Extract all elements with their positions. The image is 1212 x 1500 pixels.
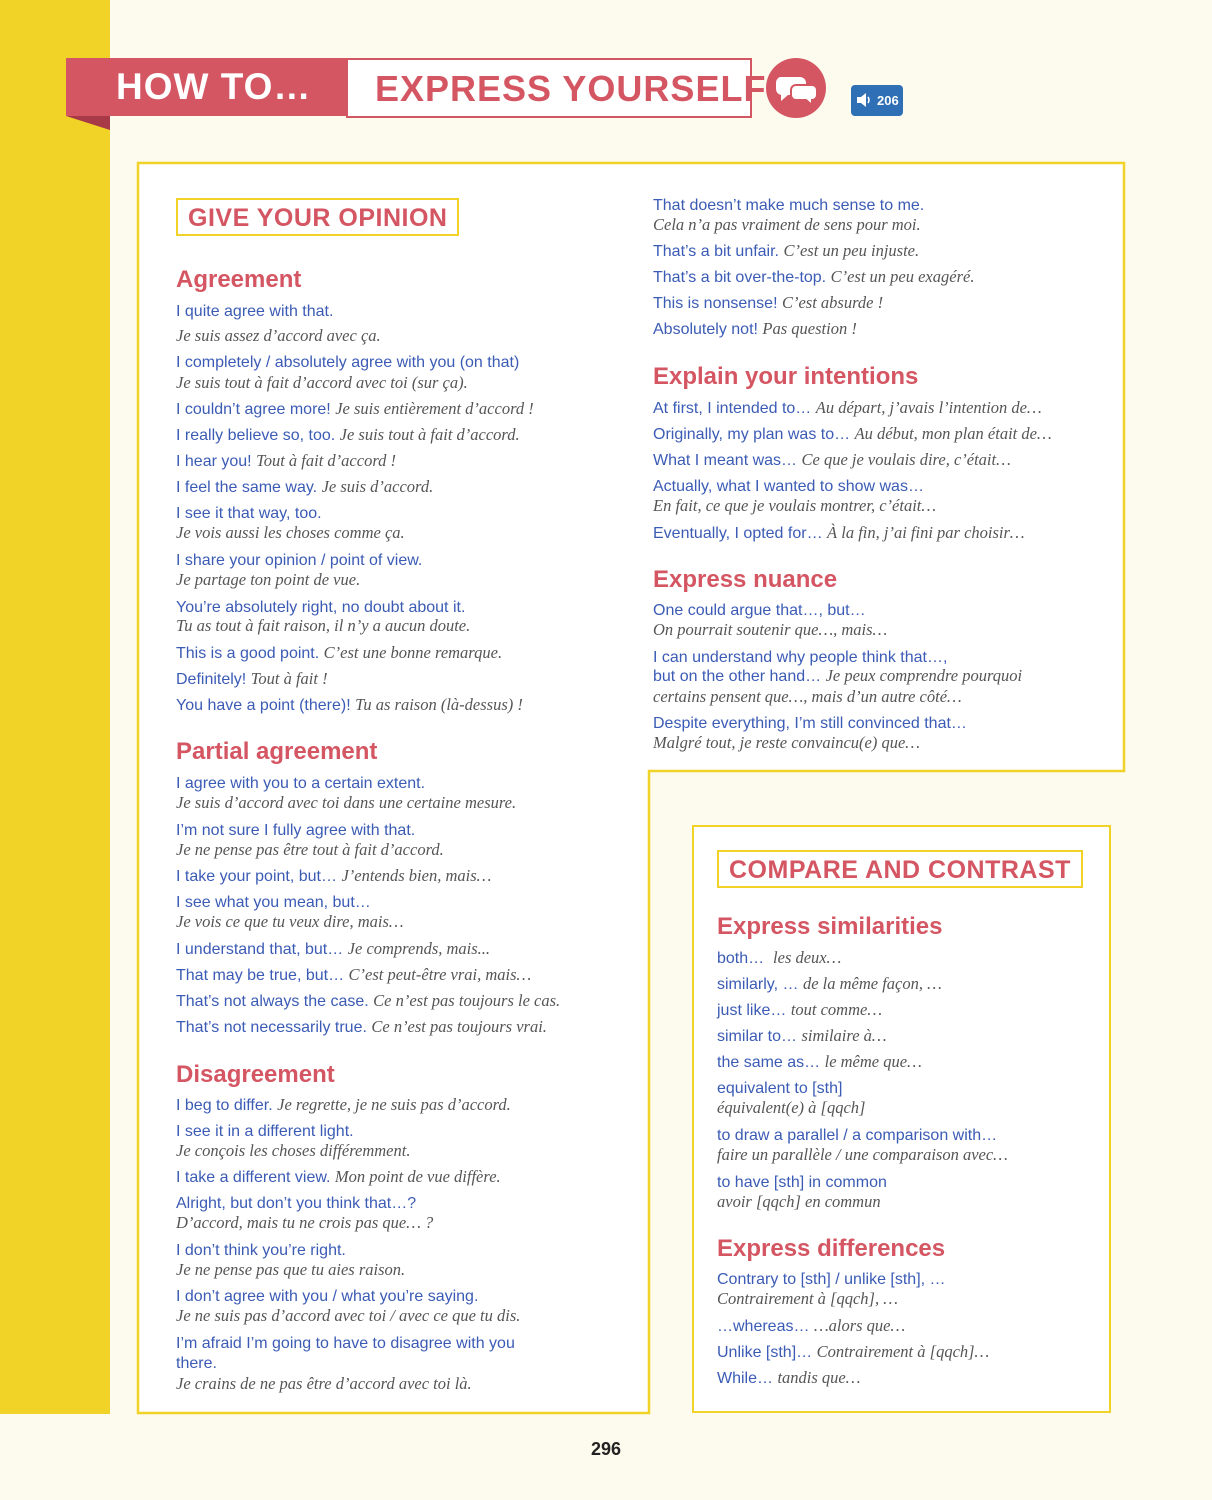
list-item: D’accord, mais tu ne crois pas que… ? [176,1213,434,1232]
similarities-heading: Express similarities [717,913,943,940]
list-item: You have a point (there)! Tu as raison (là-dessus) ! [176,695,523,714]
disagreement-heading: Disagreement [176,1061,335,1088]
list-item: Je suis tout à fait d’accord avec toi (sur ça). [176,373,468,392]
list-item: That’s not necessarily true. Ce n’est pas toujours vrai. [176,1017,547,1036]
give-your-opinion-label: GIVE YOUR OPINION [176,198,459,236]
list-item: Malgré tout, je reste convaincu(e) que… [653,733,920,752]
list-item: You’re absolutely right, no doubt about it. [176,599,466,616]
list-item: Je suis d’accord avec toi dans une certaine mesure. [176,793,517,812]
partial-agreement-heading: Partial agreement [176,738,378,765]
list-item: …whereas… …alors que… [717,1316,906,1335]
list-item: Je partage ton point de vue. [176,570,361,589]
list-item: I’m afraid I’m going to have to disagree with you [176,1335,515,1352]
list-item: Definitely! Tout à fait ! [176,669,328,688]
list-item: Je ne suis pas d’accord avec toi / avec ce que tu dis. [176,1306,521,1325]
title-how-to: HOW TO… [116,66,312,107]
agreement-heading: Agreement [176,266,302,293]
list-item: This is a good point. C’est une bonne remarque. [176,643,503,662]
list-item: there. [176,1355,217,1372]
list-item: Je crains de ne pas être d’accord avec toi là. [176,1374,472,1393]
list-item: I don’t agree with you / what you’re saying. [176,1288,479,1305]
list-item: both… les deux… [717,948,842,967]
list-item: Je ne pense pas être tout à fait d’accord. [176,840,444,859]
list-item: While… tandis que… [717,1368,861,1387]
list-item: similarly, … de la même façon, … [717,974,942,993]
list-item: On pourrait soutenir que…, mais… [653,620,888,639]
list-item: Je vois ce que tu veux dire, mais… [176,912,404,931]
audio-track-number: 206 [877,93,899,108]
list-item: That’s a bit over-the-top. C’est un peu exagéré. [653,267,975,286]
list-item: to draw a parallel / a comparison with… [717,1127,998,1144]
list-item: That’s a bit unfair. C’est un peu injuste. [653,241,920,260]
list-item: I take a different view. Mon point de vue diffère. [176,1167,501,1186]
list-item: One could argue that…, but… [653,602,866,619]
list-item: avoir [qqch] en commun [717,1192,881,1211]
list-item: equivalent to [sth] [717,1080,843,1097]
list-item: I see it in a different light. [176,1123,354,1140]
list-item: Cela n’a pas vraiment de sens pour moi. [653,215,921,234]
list-item: I’m not sure I fully agree with that. [176,822,416,839]
list-item: the same as… le même que… [717,1052,922,1071]
list-item: Tu as tout à fait raison, il n’y a aucun doute. [176,616,471,635]
list-item: I take your point, but… J’entends bien, mais… [176,866,492,885]
list-item: This is nonsense! C’est absurde ! [653,293,884,312]
list-item: Despite everything, I’m still convinced that… [653,715,967,732]
list-item: I completely / absolutely agree with you (on that) [176,354,520,371]
list-item: Je suis assez d’accord avec ça. [176,326,381,345]
list-item: équivalent(e) à [qqch] [717,1098,866,1117]
differences-heading: Express differences [717,1235,946,1262]
list-item: What I meant was… Ce que je voulais dire, c’était… [653,450,1011,469]
list-item: I see what you mean, but… [176,894,371,911]
list-item: That doesn’t make much sense to me. [653,197,925,214]
list-item: Originally, my plan was to… Au début, mon plan était de… [653,424,1052,443]
list-item: Eventually, I opted for… À la fin, j’ai fini par choisir… [653,523,1025,542]
list-item: I feel the same way. Je suis d’accord. [176,477,434,496]
list-item: just like… tout comme… [717,1000,883,1019]
list-item: I share your opinion / point of view. [176,552,423,569]
list-item: I agree with you to a certain extent. [176,775,426,792]
list-item: I see it that way, too. [176,505,322,522]
list-item: I beg to differ. Je regrette, je ne suis pas d’accord. [176,1095,511,1114]
list-item: similar to… similaire à… [717,1026,887,1045]
list-item: At first, I intended to… Au départ, j’avais l’intention de… [653,398,1042,417]
list-item: I really believe so, too. Je suis tout à fait d’accord. [176,425,520,444]
list-item: Alright, but don’t you think that…? [176,1195,417,1212]
list-item: Unlike [sth]… Contrairement à [qqch]… [717,1342,990,1361]
list-item: That may be true, but… C’est peut-être vrai, mais… [176,965,532,984]
list-item: I understand that, but… Je comprends, mais... [176,939,491,958]
intentions-heading: Explain your intentions [653,363,919,390]
list-item: Je ne pense pas que tu aies raison. [176,1260,406,1279]
list-item: I quite agree with that. [176,303,334,320]
list-item: En fait, ce que je voulais montrer, c’était… [653,496,937,515]
list-item: but on the other hand… Je peux comprendre pourquoi [653,666,1023,685]
list-item: Contrairement à [qqch], … [717,1289,898,1308]
list-item: Je conçois les choses différemment. [176,1141,411,1160]
title-express-yourself: EXPRESS YOURSELF [375,68,767,109]
list-item: I couldn’t agree more! Je suis entièrement d’accord ! [176,399,534,418]
list-item: Je vois aussi les choses comme ça. [176,523,405,542]
list-item: Contrary to [sth] / unlike [sth], … [717,1271,946,1288]
list-item: I don’t think you’re right. [176,1242,346,1259]
list-item: certains pensent que…, mais d’un autre côté… [653,687,962,706]
list-item: to have [sth] in common [717,1174,887,1191]
list-item: Actually, what I wanted to show was… [653,478,924,495]
nuance-heading: Express nuance [653,566,838,593]
list-item: Absolutely not! Pas question ! [653,319,857,338]
list-item: faire un parallèle / une comparaison avec… [717,1145,1008,1164]
list-item: I can understand why people think that…, [653,649,948,666]
page-number: 296 [590,1439,622,1459]
list-item: That’s not always the case. Ce n’est pas toujours le cas. [176,991,561,1010]
list-item: I hear you! Tout à fait d’accord ! [176,451,397,470]
compare-contrast-label: COMPARE AND CONTRAST [717,850,1083,888]
